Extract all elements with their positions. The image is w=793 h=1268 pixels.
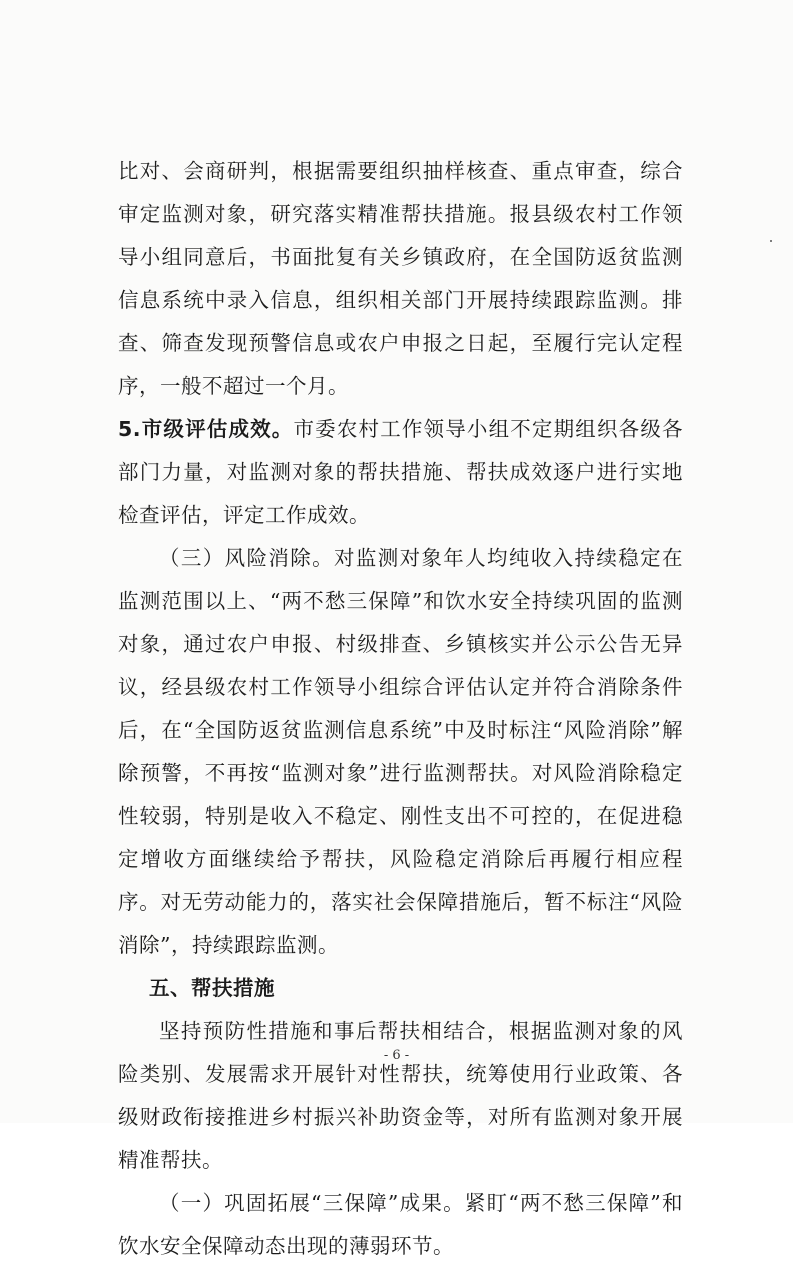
paragraph-assistance-principle (118, 1010, 683, 1182)
paragraph-lead: 5.市级评估成效。 (118, 417, 294, 441)
paragraph-review-procedure (118, 150, 683, 408)
body-text (118, 150, 683, 1268)
paragraph-text: （三）风险消除。对监测对象年人均纯收入持续稳定在监测范围以上、“两不愁三保障”和饮水安全持续巩固的监测对象，通过农户申报、村级排查、乡镇核实并公示公告无异议，经县级农村工作领导小组综合评估认定并符合消除条件后，在“全国防返贫监测信息系统”中及时标注“风险消除”解除预警，不再按“监测对象”进行监测帮扶。对风险消除稳定性较弱，特别是收入不稳定、刚性支出不可控的，在促进稳定增收方面继续给予帮扶，风险稳定消除后再履行相应程序。对无劳动能力的，落实社会保障措施后，暂不标注“风险消除”，持续跟踪监测。 (118, 546, 683, 957)
paragraph-city-assessment (118, 408, 683, 537)
page-number: - 6 - (383, 1048, 410, 1063)
paragraph-risk-elimination (118, 537, 683, 967)
paragraph-text: 坚持预防性措施和事后帮扶相结合，根据监测对象的风险类别、发展需求开展针对性帮扶，统筹使用行业政策、各级财政衔接推进乡村振兴补助资金等，对所有监测对象开展精准帮扶。 (118, 1019, 683, 1172)
section-heading-assistance-measures: 五、帮扶措施 (149, 976, 275, 1000)
paragraph-text: 市委农村工作领导小组不定期组织各级各部门力量，对监测对象的帮扶措施、帮扶成效逐户进行实地检查评估，评定工作成效。 (118, 417, 684, 527)
paragraph-text: （一）巩固拓展“三保障”成果。紧盯“两不愁三保障”和饮水安全保障动态出现的薄弱环节。 (118, 1191, 683, 1258)
paragraph-text: 比对、会商研判，根据需要组织抽样核查、重点审查，综合审定监测对象，研究落实精准帮扶措施。报县级农村工作领导小组同意后，书面批复有关乡镇政府，在全国防返贫监测信息系统中录入信息，组织相关部门开展持续跟踪监测。排查、筛查发现预警信息或农户申报之日起，至履行完认定程序，一般不超过一个月。 (118, 159, 683, 398)
scan-speck (770, 240, 772, 242)
paragraph-three-guarantees (118, 1182, 683, 1268)
